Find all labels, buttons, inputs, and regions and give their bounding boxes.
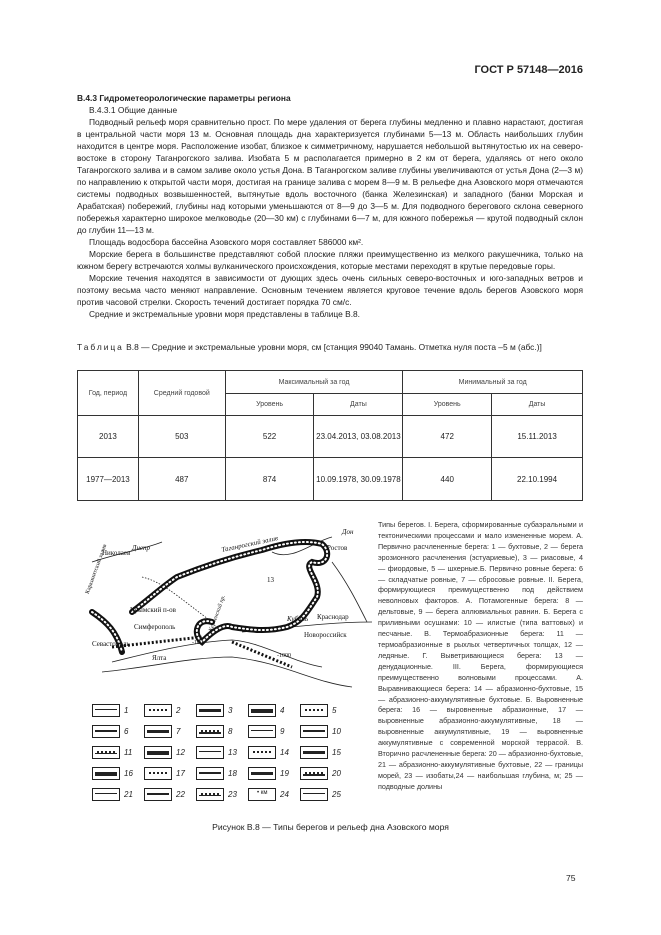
figure-caption: Рисунок В.8 — Типы берегов и рельеф дна Азовского моря bbox=[212, 822, 449, 832]
legend-number: 22 bbox=[176, 790, 185, 799]
map-label-dnepr: Днепр bbox=[132, 544, 151, 552]
legend-number: 24 bbox=[280, 790, 289, 799]
paragraph: Площадь водосбора бассейна Азовского моря составляет 586000 км². bbox=[89, 237, 364, 247]
cell-max-level: 522 bbox=[225, 416, 314, 458]
legend-symbol bbox=[144, 767, 172, 780]
legend-number: 25 bbox=[332, 790, 341, 799]
legend-symbol bbox=[92, 746, 120, 759]
table-caption-label: Таблица bbox=[77, 342, 124, 352]
legend-symbol bbox=[300, 725, 328, 738]
map-label-yalta: Ялта bbox=[152, 654, 167, 662]
map-label-krasnodar: Краснодар bbox=[317, 613, 349, 621]
cell-min-level: 472 bbox=[403, 416, 492, 458]
map-label-isobath-100: -100 bbox=[192, 640, 203, 646]
legend-symbol bbox=[248, 725, 276, 738]
legend-number: 23 bbox=[228, 790, 237, 799]
document-header: ГОСТ Р 57148—2016 bbox=[474, 64, 583, 76]
map-label-simferopol: Симферополь bbox=[134, 623, 176, 631]
header-min: Минимальный за год bbox=[403, 371, 583, 394]
cell-min-level: 440 bbox=[403, 458, 492, 501]
table-caption-text: В.8 — Средние и экстремальные уровни моря, см [станция 99040 Тамань. Отметка нуля поста –5 м (абс.)] bbox=[126, 342, 542, 352]
legend-number: 15 bbox=[332, 748, 341, 757]
body-text bbox=[77, 92, 583, 320]
legend-symbol bbox=[92, 767, 120, 780]
legend-symbol bbox=[300, 767, 328, 780]
legend-symbol bbox=[248, 767, 276, 780]
paragraph: Средние и экстремальные уровни моря представлены в таблице В.8. bbox=[89, 309, 361, 319]
legend-number: 4 bbox=[280, 706, 285, 715]
map-label-kerch: Керченский пр. bbox=[208, 594, 228, 633]
legend-number: 10 bbox=[332, 727, 341, 736]
map-label-depth: 13 bbox=[267, 576, 274, 584]
legend-symbol bbox=[300, 704, 328, 717]
header-period: Год, период bbox=[78, 371, 139, 416]
map-legend bbox=[92, 704, 377, 814]
map-label-sevastopol: Севастополь bbox=[92, 640, 130, 648]
azov-sea-map bbox=[84, 522, 377, 697]
legend-number: 5 bbox=[332, 706, 337, 715]
map-label-nikolaev: Николаев bbox=[102, 549, 131, 557]
legend-symbol bbox=[196, 704, 224, 717]
legend-symbol bbox=[300, 788, 328, 801]
sea-levels-table bbox=[77, 370, 583, 501]
table-row bbox=[78, 458, 583, 501]
map-label-taganrog: Таганрогский залив bbox=[220, 534, 279, 554]
legend-number: 19 bbox=[280, 769, 289, 778]
paragraph: Подводный рельеф моря сравнительно прост. По мере удаления от берега глубины медленно и плавно нарастают, достигая в центральной части моря 13 м. Основная площадь дна характеризуется глубинами 5—13 м. Область наибольших глубин находится в центре моря. Расположение изобат, близкое к симметричному, нарушается небольшой вытянутостью их на северо-востоке в сторону Таганрогского залива. Изобата 5 м располагается примерно в 2 км от берега, удаляясь от него около Таганрогского залива и в самом заливе около устья Дона. В Таганрогском заливе глубины увеличиваются от устья Дона (2—3 м) по направлению к открытой части моря, достигая на границе залива с морем 8—9 м. В рельефе дна Азовского моря отмечаются системы подводных возвышенностей, вытянутые вдоль восточного (банка Железинская) и западного (банки Морская и Арабатская) побережий, глубины над которыми уменьшаются от 8—9 до 3—5 м. Для подводного берегового склона северного побережья характерно широкое мелководье (20—30 км) с глубинами 6—7 м, для южного побережья — крутой подводный склон до глубин 11—13 м. bbox=[77, 117, 583, 235]
legend-symbol bbox=[196, 725, 224, 738]
legend-number: 13 bbox=[228, 748, 237, 757]
paragraph: Морские течения находятся в зависимости от дующих здесь очень сильных северо-восточных и юго-западных ветров и поэтому весьма часто меняют направление. Основным течением является круговое течение вдоль берегов Азовского моря против часовой стрелки. Скорость течений достигает порядка 70 см/с. bbox=[77, 273, 583, 307]
legend-symbol bbox=[248, 746, 276, 759]
map-label-novorossiysk: Новороссийск bbox=[304, 631, 347, 639]
legend-symbol bbox=[144, 704, 172, 717]
legend-number: 16 bbox=[124, 769, 133, 778]
section-title: В.4.3 Гидрометеорологические параметры региона bbox=[77, 93, 291, 103]
paragraph: Морские берега в большинстве представляют собой плоские пляжи преимущественно из мелкого ракушечника, только на южном берегу встречаются холмы вулканического происхождения, которые местами переходят в крутые передовые горы. bbox=[77, 249, 583, 271]
cell-min-dates: 22.10.1994 bbox=[492, 458, 583, 501]
legend-number: 20 bbox=[332, 769, 341, 778]
legend-symbol bbox=[196, 767, 224, 780]
table-row bbox=[78, 416, 583, 458]
legend-number: 14 bbox=[280, 748, 289, 757]
legend-number: 17 bbox=[176, 769, 185, 778]
legend-number: 7 bbox=[176, 727, 181, 736]
legend-symbol bbox=[92, 704, 120, 717]
legend-number: 18 bbox=[228, 769, 237, 778]
figure-note: Типы берегов. I. Берега, сформированные субаэральными и тектоническими процессами и мало измененные морем. А. Первично расчлененные берега: 1 — бухтовые, 2 — берега эрозионного расчленения (эстуариевые), 3 — риасовые, 4 — фиордовые, 5 — шхерные.Б. Первично ровные берега: 6 — складчатые ровные, 7 — сбросовые ровные. II. Берега, формирующиеся преимущественно под действием неволновых факторов. А. Потамогенные берега: 8 — дельтовые, 9 — берега аллювиальных равнин. Б. Берега с приливными осушками: 10 — илистые (типа ваттовых) и песчаные. В. Термоабразионные берега: 11 — термоабразионные в рыхлых четвертичных толщах, 12 — ледяные. Г. Выветривающиеся берега: 13 — денудационные. III. Берега, формирующиеся преимущественно волновыми процессами. А. Выравнивающиеся берега: 14 — абразионно-бухтовые, 15 — абразионно-аккумулятивные бухтовые. Б. Выровненные берега: 16 — выровненные абразионные, 17 — выровненные абразионно-аккумулятивные, 18 — выровненные аккумулятивные, 19 — выровненные аккумулятивные с современной морской террасой. В. Вторично расчлененные берега: 20 — абразионно-бухтовые, 21 — абразионно-аккумулятивные бухтовые, 22 — границы морей, 23 — изобаты,24 — наибольшая глубина, м; 25 — подводные долины bbox=[378, 520, 583, 791]
header-min-dates: Даты bbox=[492, 394, 583, 416]
cell-max-dates: 10.09.1978, 30.09.1978 bbox=[314, 458, 403, 501]
legend-number: 3 bbox=[228, 706, 233, 715]
subsection-title: В.4.3.1 Общие данные bbox=[89, 105, 178, 115]
legend-24-text: • км bbox=[257, 790, 268, 796]
header-min-level: Уровень bbox=[403, 394, 492, 416]
map-label-karkinit: Каркинитский залив bbox=[84, 543, 109, 595]
cell-min-dates: 15.11.2013 bbox=[492, 416, 583, 458]
cell-mean: 487 bbox=[138, 458, 225, 501]
legend-number: 8 bbox=[228, 727, 233, 736]
header-mean: Средний годовой bbox=[138, 371, 225, 416]
table-caption bbox=[77, 341, 583, 353]
map-label-isobath-1000: -1000 bbox=[277, 653, 291, 659]
map-label-kuban: Кубань bbox=[287, 615, 309, 623]
header-max: Максимальный за год bbox=[225, 371, 403, 394]
header-max-dates: Даты bbox=[314, 394, 403, 416]
legend-number: 12 bbox=[176, 748, 185, 757]
header-max-level: Уровень bbox=[225, 394, 314, 416]
cell-max-level: 874 bbox=[225, 458, 314, 501]
legend-symbol bbox=[248, 704, 276, 717]
legend-symbol bbox=[92, 788, 120, 801]
map-label-crimea: Крымский п-ов bbox=[130, 606, 176, 614]
legend-symbol bbox=[144, 788, 172, 801]
legend-number: 21 bbox=[124, 790, 133, 799]
legend-number: 11 bbox=[124, 748, 133, 757]
cell-period: 2013 bbox=[78, 416, 139, 458]
legend-symbol bbox=[144, 725, 172, 738]
legend-symbol bbox=[300, 746, 328, 759]
map-label-don: Дон bbox=[342, 528, 354, 536]
legend-number: 1 bbox=[124, 706, 129, 715]
cell-mean: 503 bbox=[138, 416, 225, 458]
legend-number: 9 bbox=[280, 727, 285, 736]
legend-number: 2 bbox=[176, 706, 181, 715]
legend-symbol bbox=[196, 788, 224, 801]
legend-symbol bbox=[196, 746, 224, 759]
legend-symbol bbox=[144, 746, 172, 759]
map-label-rostov: Ростов bbox=[327, 544, 348, 552]
page-number: 75 bbox=[566, 873, 576, 883]
cell-max-dates: 23.04.2013, 03.08.2013 bbox=[314, 416, 403, 458]
legend-number: 6 bbox=[124, 727, 129, 736]
legend-symbol bbox=[92, 725, 120, 738]
cell-period: 1977—2013 bbox=[78, 458, 139, 501]
legend-symbol bbox=[248, 788, 276, 801]
